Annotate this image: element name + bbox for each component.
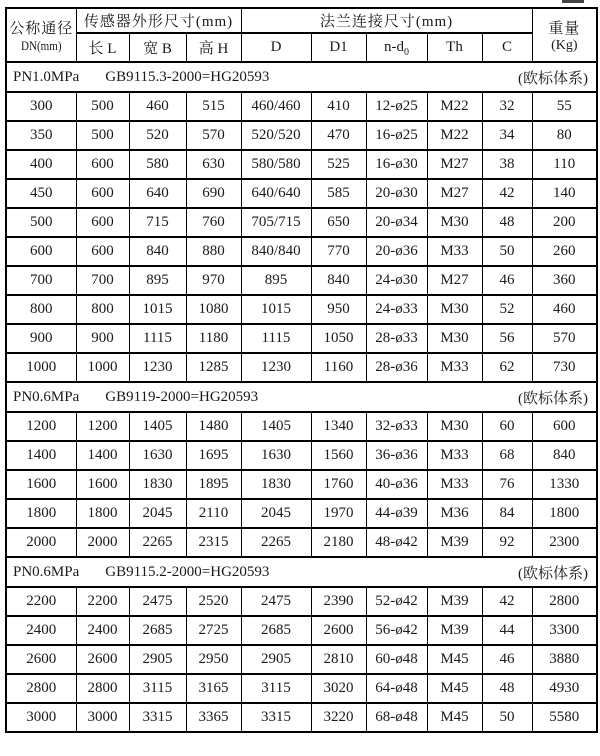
- section-standard-system-note: (欧标体系): [518, 70, 589, 87]
- cell-l: 1000: [76, 353, 129, 382]
- cell-b: 1830: [129, 470, 186, 499]
- table-row: [6, 703, 597, 732]
- cell-d: 2905: [241, 645, 311, 674]
- cell-l: 900: [76, 324, 129, 353]
- header-col-nd0-base: n-d: [384, 39, 404, 55]
- cell-d: 3115: [241, 674, 311, 703]
- cell-c: 76: [482, 470, 532, 499]
- cell-d: 640/640: [241, 179, 311, 208]
- table-row: [6, 266, 597, 295]
- cell-th: M30: [427, 324, 482, 353]
- header-weight: [532, 8, 597, 62]
- cell-th: M27: [427, 266, 482, 295]
- cell-d: 1630: [241, 441, 311, 470]
- cell-nd: 52-ø42: [366, 587, 427, 616]
- table-row: [6, 412, 597, 441]
- cell-weight: 1800: [532, 499, 597, 528]
- cell-dn: 1400: [6, 441, 76, 470]
- cell-weight: 55: [532, 92, 597, 121]
- table-row: [6, 237, 597, 266]
- dimension-table: [5, 7, 598, 733]
- cell-d: 1230: [241, 353, 311, 382]
- cell-th: M33: [427, 237, 482, 266]
- cell-c: 44: [482, 616, 532, 645]
- section-header-cell: [6, 382, 597, 412]
- cell-th: M45: [427, 674, 482, 703]
- cell-weight: 570: [532, 324, 597, 353]
- cell-h: 2725: [186, 616, 241, 645]
- table-row: [6, 121, 597, 150]
- cell-nd: 56-ø42: [366, 616, 427, 645]
- section-header-cell: [6, 62, 597, 92]
- header-col-height: 高 H: [186, 33, 241, 62]
- cell-d: 2475: [241, 587, 311, 616]
- section-standard-code: GB9115.2-2000=HG20593: [105, 563, 270, 580]
- cell-dn: 2800: [6, 674, 76, 703]
- cell-dn: 300: [6, 92, 76, 121]
- cell-th: M27: [427, 150, 482, 179]
- cell-weight: 2300: [532, 528, 597, 557]
- cell-d1: 3220: [311, 703, 366, 732]
- header-nominal-diameter-cn: 公称通径: [9, 20, 74, 37]
- cell-b: 715: [129, 208, 186, 237]
- cell-c: 50: [482, 703, 532, 732]
- cell-d: 2685: [241, 616, 311, 645]
- cell-l: 600: [76, 208, 129, 237]
- cell-b: 3115: [129, 674, 186, 703]
- cell-d1: 2810: [311, 645, 366, 674]
- cell-weight: 460: [532, 295, 597, 324]
- cell-th: M22: [427, 121, 482, 150]
- cell-c: 32: [482, 92, 532, 121]
- cell-h: 2315: [186, 528, 241, 557]
- table-row: [6, 295, 597, 324]
- cell-d: 460/460: [241, 92, 311, 121]
- cell-d1: 1970: [311, 499, 366, 528]
- cell-d1: 950: [311, 295, 366, 324]
- cell-d1: 770: [311, 237, 366, 266]
- cell-c: 48: [482, 208, 532, 237]
- cell-d1: 2180: [311, 528, 366, 557]
- cell-weight: 2800: [532, 587, 597, 616]
- cell-nd: 60-ø48: [366, 645, 427, 674]
- scan-artifact-mark: [562, 0, 584, 3]
- cell-weight: 5580: [532, 703, 597, 732]
- cell-dn: 400: [6, 150, 76, 179]
- cell-dn: 600: [6, 237, 76, 266]
- cell-d: 840/840: [241, 237, 311, 266]
- cell-th: M45: [427, 703, 482, 732]
- cell-c: 52: [482, 295, 532, 324]
- cell-d: 1830: [241, 470, 311, 499]
- table-row: [6, 587, 597, 616]
- cell-dn: 500: [6, 208, 76, 237]
- cell-d1: 470: [311, 121, 366, 150]
- cell-h: 3165: [186, 674, 241, 703]
- cell-h: 880: [186, 237, 241, 266]
- cell-nd: 24-ø33: [366, 295, 427, 324]
- table-row: [6, 441, 597, 470]
- cell-l: 1200: [76, 412, 129, 441]
- header-col-c: C: [482, 33, 532, 62]
- cell-d: 3315: [241, 703, 311, 732]
- cell-weight: 600: [532, 412, 597, 441]
- cell-weight: 3300: [532, 616, 597, 645]
- table-row: [6, 179, 597, 208]
- cell-l: 2600: [76, 645, 129, 674]
- header-sensor-dimensions-group: 传感器外形尺寸(mm): [76, 8, 241, 33]
- cell-d: 1015: [241, 295, 311, 324]
- cell-b: 2685: [129, 616, 186, 645]
- cell-b: 2475: [129, 587, 186, 616]
- cell-nd: 32-ø33: [366, 412, 427, 441]
- table-row: [6, 208, 597, 237]
- cell-dn: 800: [6, 295, 76, 324]
- table-row: [6, 150, 597, 179]
- cell-d1: 1340: [311, 412, 366, 441]
- cell-b: 1115: [129, 324, 186, 353]
- header-col-th: Th: [427, 33, 482, 62]
- cell-h: 2520: [186, 587, 241, 616]
- cell-dn: 2000: [6, 528, 76, 557]
- header-col-length: 长 L: [76, 33, 129, 62]
- cell-d: 2045: [241, 499, 311, 528]
- cell-c: 42: [482, 587, 532, 616]
- cell-b: 1230: [129, 353, 186, 382]
- table-row: [6, 674, 597, 703]
- cell-h: 515: [186, 92, 241, 121]
- cell-l: 800: [76, 295, 129, 324]
- cell-d: 705/715: [241, 208, 311, 237]
- cell-nd: 20-ø36: [366, 237, 427, 266]
- cell-d1: 1160: [311, 353, 366, 382]
- cell-h: 630: [186, 150, 241, 179]
- cell-nd: 28-ø36: [366, 353, 427, 382]
- section-pressure-rating: PN0.6MPa: [13, 388, 80, 405]
- cell-d1: 3020: [311, 674, 366, 703]
- cell-h: 1695: [186, 441, 241, 470]
- table-row: [6, 470, 597, 499]
- cell-d1: 525: [311, 150, 366, 179]
- cell-l: 700: [76, 266, 129, 295]
- table-row: [6, 92, 597, 121]
- cell-l: 500: [76, 92, 129, 121]
- cell-d: 580/580: [241, 150, 311, 179]
- header-col-d1: D1: [311, 33, 366, 62]
- section-standard-system-note: (欧标体系): [518, 565, 589, 582]
- cell-dn: 1000: [6, 353, 76, 382]
- cell-d1: 840: [311, 266, 366, 295]
- section-standard-code: GB9119-2000=HG20593: [105, 388, 259, 405]
- cell-c: 56: [482, 324, 532, 353]
- cell-c: 84: [482, 499, 532, 528]
- cell-b: 520: [129, 121, 186, 150]
- cell-nd: 48-ø42: [366, 528, 427, 557]
- cell-nd: 20-ø34: [366, 208, 427, 237]
- cell-weight: 110: [532, 150, 597, 179]
- cell-b: 3315: [129, 703, 186, 732]
- cell-nd: 40-ø36: [366, 470, 427, 499]
- cell-weight: 140: [532, 179, 597, 208]
- cell-nd: 20-ø30: [366, 179, 427, 208]
- header-weight-cn: 重量: [548, 20, 581, 37]
- table-row: [6, 499, 597, 528]
- cell-b: 2265: [129, 528, 186, 557]
- cell-l: 2400: [76, 616, 129, 645]
- cell-h: 3365: [186, 703, 241, 732]
- cell-dn: 900: [6, 324, 76, 353]
- cell-d1: 1760: [311, 470, 366, 499]
- cell-b: 895: [129, 266, 186, 295]
- cell-dn: 700: [6, 266, 76, 295]
- table-body: [6, 62, 597, 732]
- cell-dn: 2600: [6, 645, 76, 674]
- cell-th: M30: [427, 295, 482, 324]
- cell-h: 1480: [186, 412, 241, 441]
- cell-weight: 730: [532, 353, 597, 382]
- cell-th: M27: [427, 179, 482, 208]
- section-header-row: [6, 382, 597, 412]
- cell-weight: 840: [532, 441, 597, 470]
- section-header-row: [6, 557, 597, 587]
- cell-l: 600: [76, 150, 129, 179]
- section-standard-code: GB9115.3-2000=HG20593: [105, 68, 270, 85]
- cell-h: 970: [186, 266, 241, 295]
- cell-d1: 2600: [311, 616, 366, 645]
- cell-th: M39: [427, 616, 482, 645]
- cell-l: 3000: [76, 703, 129, 732]
- cell-c: 60: [482, 412, 532, 441]
- header-col-nd0: [366, 33, 427, 62]
- cell-l: 2200: [76, 587, 129, 616]
- cell-l: 600: [76, 179, 129, 208]
- cell-b: 2905: [129, 645, 186, 674]
- header-col-width: 宽 B: [129, 33, 186, 62]
- header-col-d: D: [241, 33, 311, 62]
- cell-c: 46: [482, 266, 532, 295]
- cell-weight: 260: [532, 237, 597, 266]
- cell-d1: 410: [311, 92, 366, 121]
- cell-d1: 1050: [311, 324, 366, 353]
- cell-d1: 650: [311, 208, 366, 237]
- cell-th: M39: [427, 587, 482, 616]
- cell-d1: 585: [311, 179, 366, 208]
- cell-b: 1405: [129, 412, 186, 441]
- cell-dn: 1800: [6, 499, 76, 528]
- section-standard-system-note: (欧标体系): [518, 390, 589, 407]
- cell-l: 1600: [76, 470, 129, 499]
- cell-d: 520/520: [241, 121, 311, 150]
- cell-nd: 68-ø48: [366, 703, 427, 732]
- cell-th: M30: [427, 208, 482, 237]
- cell-dn: 2400: [6, 616, 76, 645]
- cell-c: 38: [482, 150, 532, 179]
- header-col-nd0-subscript: 0: [404, 47, 409, 58]
- table-row: [6, 616, 597, 645]
- cell-th: M33: [427, 353, 482, 382]
- cell-d: 1115: [241, 324, 311, 353]
- cell-th: M22: [427, 92, 482, 121]
- cell-nd: 64-ø48: [366, 674, 427, 703]
- cell-weight: 3880: [532, 645, 597, 674]
- cell-nd: 36-ø36: [366, 441, 427, 470]
- cell-h: 1180: [186, 324, 241, 353]
- header-flange-connection-group: 法兰连接尺寸(mm): [241, 8, 532, 33]
- cell-h: 2950: [186, 645, 241, 674]
- cell-c: 48: [482, 674, 532, 703]
- cell-weight: 360: [532, 266, 597, 295]
- cell-nd: 12-ø25: [366, 92, 427, 121]
- cell-th: M33: [427, 470, 482, 499]
- cell-c: 46: [482, 645, 532, 674]
- cell-b: 1015: [129, 295, 186, 324]
- cell-b: 580: [129, 150, 186, 179]
- cell-b: 2045: [129, 499, 186, 528]
- cell-c: 62: [482, 353, 532, 382]
- cell-h: 1285: [186, 353, 241, 382]
- cell-dn: 1200: [6, 412, 76, 441]
- section-header-cell: [6, 557, 597, 587]
- cell-th: M45: [427, 645, 482, 674]
- cell-b: 640: [129, 179, 186, 208]
- cell-weight: 200: [532, 208, 597, 237]
- cell-d1: 1560: [311, 441, 366, 470]
- header-weight-unit: (Kg): [551, 37, 578, 53]
- cell-d: 1405: [241, 412, 311, 441]
- table-row: [6, 645, 597, 674]
- cell-l: 1400: [76, 441, 129, 470]
- cell-dn: 450: [6, 179, 76, 208]
- cell-h: 690: [186, 179, 241, 208]
- cell-weight: 4930: [532, 674, 597, 703]
- cell-h: 2110: [186, 499, 241, 528]
- cell-nd: 16-ø30: [366, 150, 427, 179]
- cell-b: 1630: [129, 441, 186, 470]
- cell-b: 460: [129, 92, 186, 121]
- cell-th: M30: [427, 412, 482, 441]
- section-header-row: [6, 62, 597, 92]
- cell-h: 1080: [186, 295, 241, 324]
- cell-d: 2265: [241, 528, 311, 557]
- table-row: [6, 528, 597, 557]
- cell-th: M33: [427, 441, 482, 470]
- cell-dn: 3000: [6, 703, 76, 732]
- cell-weight: 1330: [532, 470, 597, 499]
- cell-d1: 2390: [311, 587, 366, 616]
- section-pressure-rating: PN1.0MPa: [13, 68, 80, 85]
- cell-nd: 16-ø25: [366, 121, 427, 150]
- section-pressure-rating: PN0.6MPa: [13, 563, 80, 580]
- cell-l: 500: [76, 121, 129, 150]
- cell-l: 1800: [76, 499, 129, 528]
- cell-c: 92: [482, 528, 532, 557]
- table-row: [6, 353, 597, 382]
- cell-l: 2800: [76, 674, 129, 703]
- cell-c: 68: [482, 441, 532, 470]
- cell-l: 600: [76, 237, 129, 266]
- cell-h: 760: [186, 208, 241, 237]
- cell-nd: 44-ø39: [366, 499, 427, 528]
- header-nominal-diameter: [6, 8, 76, 62]
- cell-th: M36: [427, 499, 482, 528]
- cell-dn: 350: [6, 121, 76, 150]
- cell-l: 2000: [76, 528, 129, 557]
- table-row: [6, 324, 597, 353]
- cell-c: 34: [482, 121, 532, 150]
- cell-nd: 28-ø33: [366, 324, 427, 353]
- cell-dn: 2200: [6, 587, 76, 616]
- cell-b: 840: [129, 237, 186, 266]
- cell-nd: 24-ø30: [366, 266, 427, 295]
- cell-weight: 80: [532, 121, 597, 150]
- cell-dn: 1600: [6, 470, 76, 499]
- cell-c: 42: [482, 179, 532, 208]
- cell-d: 895: [241, 266, 311, 295]
- cell-c: 50: [482, 237, 532, 266]
- cell-h: 570: [186, 121, 241, 150]
- header-nominal-diameter-unit: DN(mm): [20, 37, 62, 53]
- cell-h: 1895: [186, 470, 241, 499]
- cell-th: M39: [427, 528, 482, 557]
